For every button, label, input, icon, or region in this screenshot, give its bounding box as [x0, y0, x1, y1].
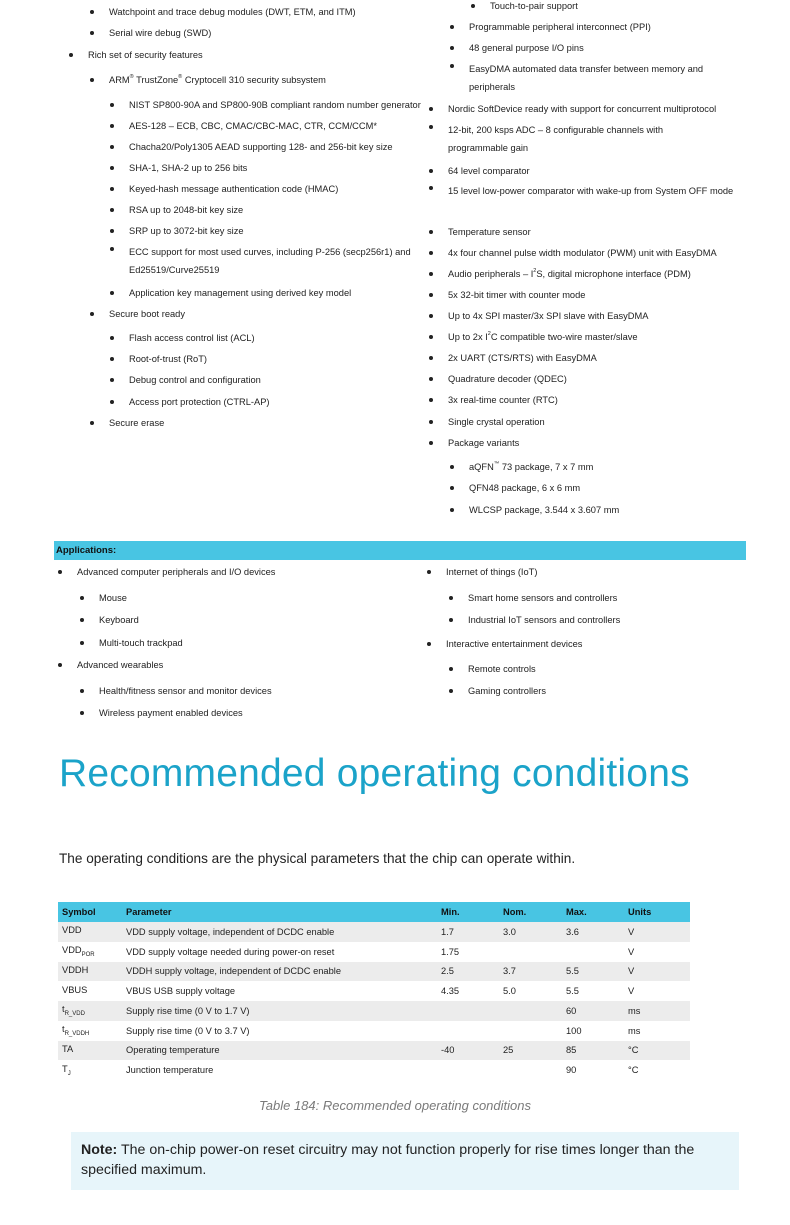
table-row [58, 922, 690, 942]
list-item: 64 level comparator [448, 166, 530, 176]
table-row [58, 962, 690, 982]
list-item: RSA up to 2048-bit key size [129, 205, 244, 215]
column-header: Min. [437, 902, 499, 922]
cell-symbol: TA [58, 1041, 122, 1061]
cell-symbol: $T_J$ [58, 1060, 122, 1080]
column-header: Nom. [499, 902, 562, 922]
list-item: Up to 2x $I^2C$ compatible two-wire master/slave [448, 331, 638, 342]
list-item: Keyboard [99, 615, 139, 625]
list-item: Smart home sensors and controllers [468, 593, 618, 603]
column-header: Parameter [122, 902, 437, 922]
list-item: Chacha20/Poly1305 AEAD supporting 128- and 256-bit key size [129, 142, 393, 152]
list-item: 3x real-time counter (RTC) [448, 395, 558, 405]
note-text: The on-chip power-on reset circuitry may not function properly for rise times longer than the specified maximum. [81, 1142, 695, 1178]
list-item: 5x 32-bit timer with counter mode [448, 290, 586, 300]
cell-unit: ms [624, 1021, 690, 1041]
cell-min [437, 1001, 499, 1021]
list-item: Advanced wearables [77, 660, 164, 670]
list-item: Temperature sensor [448, 227, 531, 237]
list-item: QFN48 package, 6 x 6 mm [469, 483, 581, 493]
operating-conditions-table [58, 902, 690, 1080]
list-item: Industrial IoT sensors and controllers [468, 615, 621, 625]
cell-min: 1.75 [437, 942, 499, 962]
note-box [71, 1132, 739, 1190]
list-item: Serial wire debug (SWD) [109, 28, 212, 38]
cell-min: 1.7 [437, 922, 499, 942]
cell-nom [499, 1060, 562, 1080]
list-item: ARM® TrustZone® Cryptocell 310 security subsystem [109, 74, 326, 85]
cell-max: 60 [562, 1001, 624, 1021]
table-row [58, 942, 690, 962]
list-item: Flash access control list (ACL) [129, 333, 255, 343]
list-item: Rich set of security features [88, 50, 203, 60]
list-item: aQFN™ 73 package, 7 x 7 mm [469, 461, 594, 472]
list-item: Secure erase [109, 418, 165, 428]
cell-parameter: VBUS USB supply voltage [122, 981, 437, 1001]
list-item: Mouse [99, 593, 127, 603]
cell-parameter: VDDH supply voltage, independent of DCDC enable [122, 962, 437, 982]
cell-symbol: $t_{R\_VDD}$ [58, 1001, 122, 1021]
cell-max: 100 [562, 1021, 624, 1041]
cell-max: 85 [562, 1041, 624, 1061]
cell-symbol: $t_{R\_VDDH}$ [58, 1021, 122, 1041]
cell-min [437, 1021, 499, 1041]
cell-unit: V [624, 981, 690, 1001]
cell-parameter: Operating temperature [122, 1041, 437, 1061]
list-item: ECC support for most used curves, including P-256 (secp256r1) and Ed25519/Curve25519 [129, 243, 414, 279]
table-row [58, 981, 690, 1001]
cell-max: 90 [562, 1060, 624, 1080]
list-item: Gaming controllers [468, 686, 547, 696]
cell-symbol: VBUS [58, 981, 122, 1001]
list-item: Root-of-trust (RoT) [129, 354, 208, 364]
list-item: SRP up to 3072-bit key size [129, 226, 244, 236]
cell-min [437, 1060, 499, 1080]
list-item: Programmable peripheral interconnect (PPI) [469, 22, 651, 32]
cell-unit: °C [624, 1060, 690, 1080]
cell-nom: 5.0 [499, 981, 562, 1001]
cell-unit: V [624, 922, 690, 942]
list-item: Single crystal operation [448, 417, 545, 427]
table-row [58, 1060, 690, 1080]
cell-nom [499, 1021, 562, 1041]
list-item: NIST SP800-90A and SP800-90B compliant random number generator [129, 100, 421, 110]
list-item: AES-128 – ECB, CBC, CMAC/CBC-MAC, CTR, CCM/CCM* [129, 121, 377, 131]
table-caption: Table 184: Recommended operating conditions [259, 1098, 531, 1113]
column-header: Max. [562, 902, 624, 922]
list-item: Remote controls [468, 664, 536, 674]
table-row [58, 1001, 690, 1021]
list-item: Quadrature decoder (QDEC) [448, 374, 567, 384]
cell-unit: ms [624, 1001, 690, 1021]
cell-nom [499, 942, 562, 962]
cell-parameter: VDD supply voltage, independent of DCDC enable [122, 922, 437, 942]
cell-max: 5.5 [562, 981, 624, 1001]
list-item: Advanced computer peripherals and I/O devices [77, 567, 276, 577]
column-header: Units [624, 902, 690, 922]
list-item: Touch-to-pair support [490, 1, 578, 11]
list-item: Application key management using derived key model [129, 288, 352, 298]
cell-symbol: VDD [58, 922, 122, 942]
cell-nom: 3.0 [499, 922, 562, 942]
table-header-row [58, 902, 690, 922]
list-item: Wireless payment enabled devices [99, 708, 243, 718]
list-item: Up to 4x SPI master/3x SPI slave with EasyDMA [448, 311, 649, 321]
list-item: Multi-touch trackpad [99, 638, 183, 648]
list-item: Nordic SoftDevice ready with support for concurrent multiprotocol [448, 104, 717, 114]
section-intro: The operating conditions are the physical parameters that the chip can operate within. [59, 851, 576, 866]
cell-max [562, 942, 624, 962]
list-item: Internet of things (IoT) [446, 567, 538, 577]
cell-nom [499, 1001, 562, 1021]
list-item: Secure boot ready [109, 309, 185, 319]
list-item: 4x four channel pulse width modulator (PWM) unit with EasyDMA [448, 248, 717, 258]
list-item: Package variants [448, 438, 520, 448]
list-item: 15 level low-power comparator with wake-up from System OFF mode [448, 182, 748, 200]
table-row [58, 1021, 690, 1041]
list-item: Access port protection (CTRL-AP) [129, 397, 270, 407]
cell-unit: V [624, 962, 690, 982]
list-item: Audio peripherals – $I^2S$, digital microphone interface (PDM) [448, 268, 691, 279]
cell-nom: 25 [499, 1041, 562, 1061]
cell-parameter: Supply rise time (0 V to 3.7 V) [122, 1021, 437, 1041]
list-item: SHA-1, SHA-2 up to 256 bits [129, 163, 248, 173]
cell-min: 4.35 [437, 981, 499, 1001]
cell-nom: 3.7 [499, 962, 562, 982]
cell-symbol: $VDD_{POR}$ [58, 942, 122, 962]
list-item: Keyed-hash message authentication code (HMAC) [129, 184, 339, 194]
cell-unit: °C [624, 1041, 690, 1061]
table-row [58, 1041, 690, 1061]
section-title: Recommended operating conditions [59, 752, 690, 795]
cell-min: 2.5 [437, 962, 499, 982]
column-header: Symbol [58, 902, 122, 922]
list-item: 2x UART (CTS/RTS) with EasyDMA [448, 353, 597, 363]
cell-symbol: VDDH [58, 962, 122, 982]
applications-banner [54, 541, 746, 560]
cell-min: -40 [437, 1041, 499, 1061]
cell-max: 5.5 [562, 962, 624, 982]
list-item: Interactive entertainment devices [446, 639, 583, 649]
list-item: Watchpoint and trace debug modules (DWT, ETM, and ITM) [109, 7, 356, 17]
applications-heading: Applications: [56, 545, 117, 556]
note-label: Note: [81, 1142, 118, 1158]
cell-parameter: Junction temperature [122, 1060, 437, 1080]
cell-parameter: Supply rise time (0 V to 1.7 V) [122, 1001, 437, 1021]
cell-max: 3.6 [562, 922, 624, 942]
cell-unit: V [624, 942, 690, 962]
list-item: Debug control and configuration [129, 375, 261, 385]
list-item: 48 general purpose I/O pins [469, 43, 584, 53]
list-item: Health/fitness sensor and monitor devices [99, 686, 272, 696]
list-item: WLCSP package, 3.544 x 3.607 mm [469, 505, 620, 515]
list-item: EasyDMA automated data transfer between memory and peripherals [469, 60, 739, 96]
cell-parameter: VDD supply voltage needed during power-on reset [122, 942, 437, 962]
list-item: 12-bit, 200 ksps ADC – 8 configurable channels with programmable gain [448, 121, 693, 157]
